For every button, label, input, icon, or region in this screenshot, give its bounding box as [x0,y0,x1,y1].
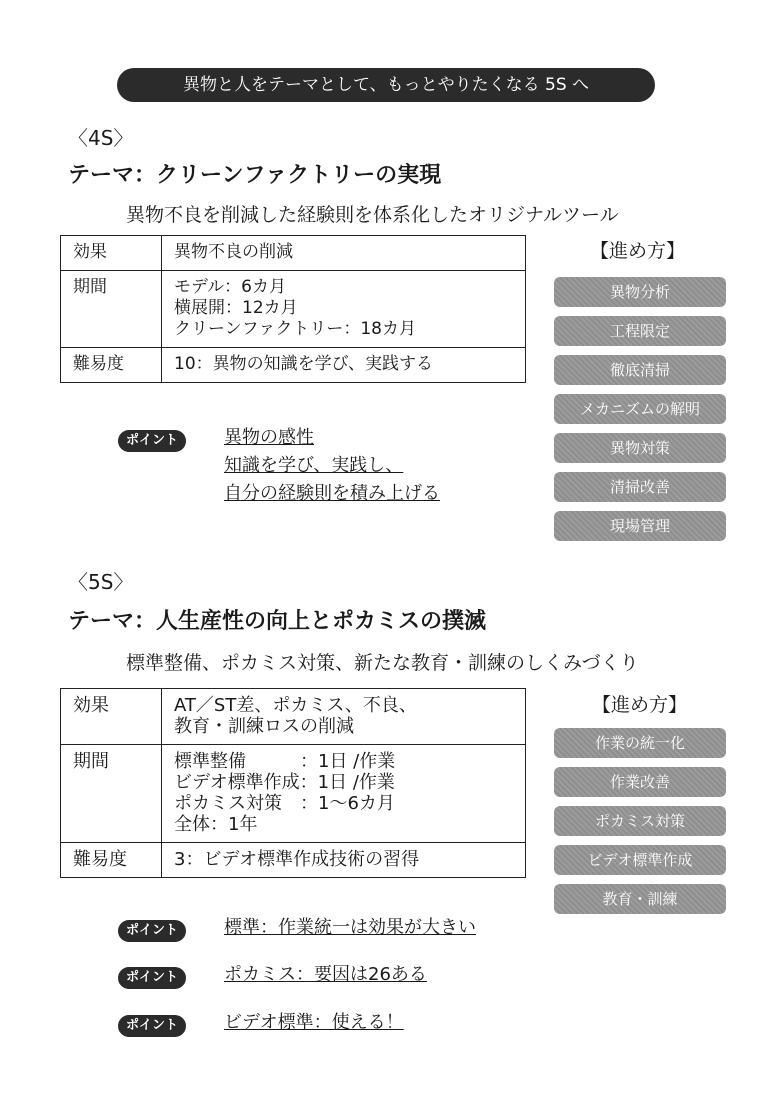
point-text: ポカミス：要因は26ある [224,964,427,985]
point-badge: ポイント [118,430,186,452]
cell-line: 10：異物の知識を学び、実践する [174,354,433,374]
table-row-difficulty [61,348,526,383]
step-box: ポカミス対策 [554,806,726,836]
table-value-difficulty [162,348,526,383]
theme-title-5s: テーマ：人生産性の向上とポカミスの撲滅 [68,609,487,634]
point-text: ビデオ標準：使える！ [224,1012,404,1033]
point-line: 自分の経験則を積み上げる [224,483,440,504]
info-table-4s [60,235,526,383]
cell-line: ビデオ標準作成：1日 /作業 [174,772,395,793]
cell-line: 標準整備 ：1日 /作業 [174,751,396,772]
step-box: 異物対策 [554,433,726,463]
step-box: 現場管理 [554,511,726,541]
table-key-effect: 効果 [61,236,162,271]
step-box: 教育・訓練 [554,884,726,914]
info-table-5s [60,688,526,878]
section-label-4s: 〈4S〉 [68,126,134,150]
step-box: 徹底清掃 [554,355,726,385]
table-row-period [61,745,526,843]
subtitle-4s: 異物不良を削減した経験則を体系化したオリジナルツール [126,204,619,226]
point-text-4s [224,424,440,508]
table-value-effect [162,236,526,271]
point-badge: ポイント [118,1015,186,1037]
steps-title-4s: 【進め方】 [590,240,686,262]
steps-title-5s: 【進め方】 [592,694,688,716]
step-box: 異物分析 [554,277,726,307]
cell-line: 全体：1年 [174,814,258,835]
header-banner: 異物と人をテーマとして、もっとやりたくなる 5S へ [117,68,655,102]
step-box: メカニズムの解明 [554,394,726,424]
subtitle-5s: 標準整備、ポカミス対策、新たな教育・訓練のしくみづくり [126,652,639,674]
point-badge: ポイント [118,920,186,942]
point-line: 知識を学び、実践し、 [224,455,404,476]
step-box: 清掃改善 [554,472,726,502]
table-key-difficulty: 難易度 [61,348,162,383]
point-line: 異物の感性 [224,427,314,448]
point-text: 標準：作業統一は効果が大きい [224,917,476,938]
step-box: 作業改善 [554,767,726,797]
table-key-effect: 効果 [61,689,162,745]
cell-line: ポカミス対策 ：1～6カ月 [174,793,395,814]
table-value-difficulty [162,843,526,878]
table-value-period [162,271,526,348]
table-row-period [61,271,526,348]
table-row-effect [61,689,526,745]
table-key-period: 期間 [61,745,162,843]
cell-line: クリーンファクトリー：18カ月 [174,319,416,339]
cell-line: モデル：6カ月 [174,277,286,297]
step-box: ビデオ標準作成 [554,845,726,875]
point-badge: ポイント [118,967,186,989]
table-value-effect [162,689,526,745]
table-row-effect [61,236,526,271]
step-box: 工程限定 [554,316,726,346]
table-value-period [162,745,526,843]
step-box: 作業の統一化 [554,728,726,758]
table-row-difficulty [61,843,526,878]
table-key-period: 期間 [61,271,162,348]
cell-line: 3：ビデオ標準作成技術の習得 [174,849,420,870]
cell-line: AT／ST差、ポカミス、不良、 [174,695,417,716]
section-label-5s: 〈5S〉 [68,570,134,594]
cell-line: 横展開：12カ月 [174,298,298,318]
theme-title-4s: テーマ：クリーンファクトリーの実現 [68,163,442,188]
cell-line: 教育・訓練ロスの削減 [174,716,354,737]
cell-line: 異物不良の削減 [174,242,293,262]
table-key-difficulty: 難易度 [61,843,162,878]
